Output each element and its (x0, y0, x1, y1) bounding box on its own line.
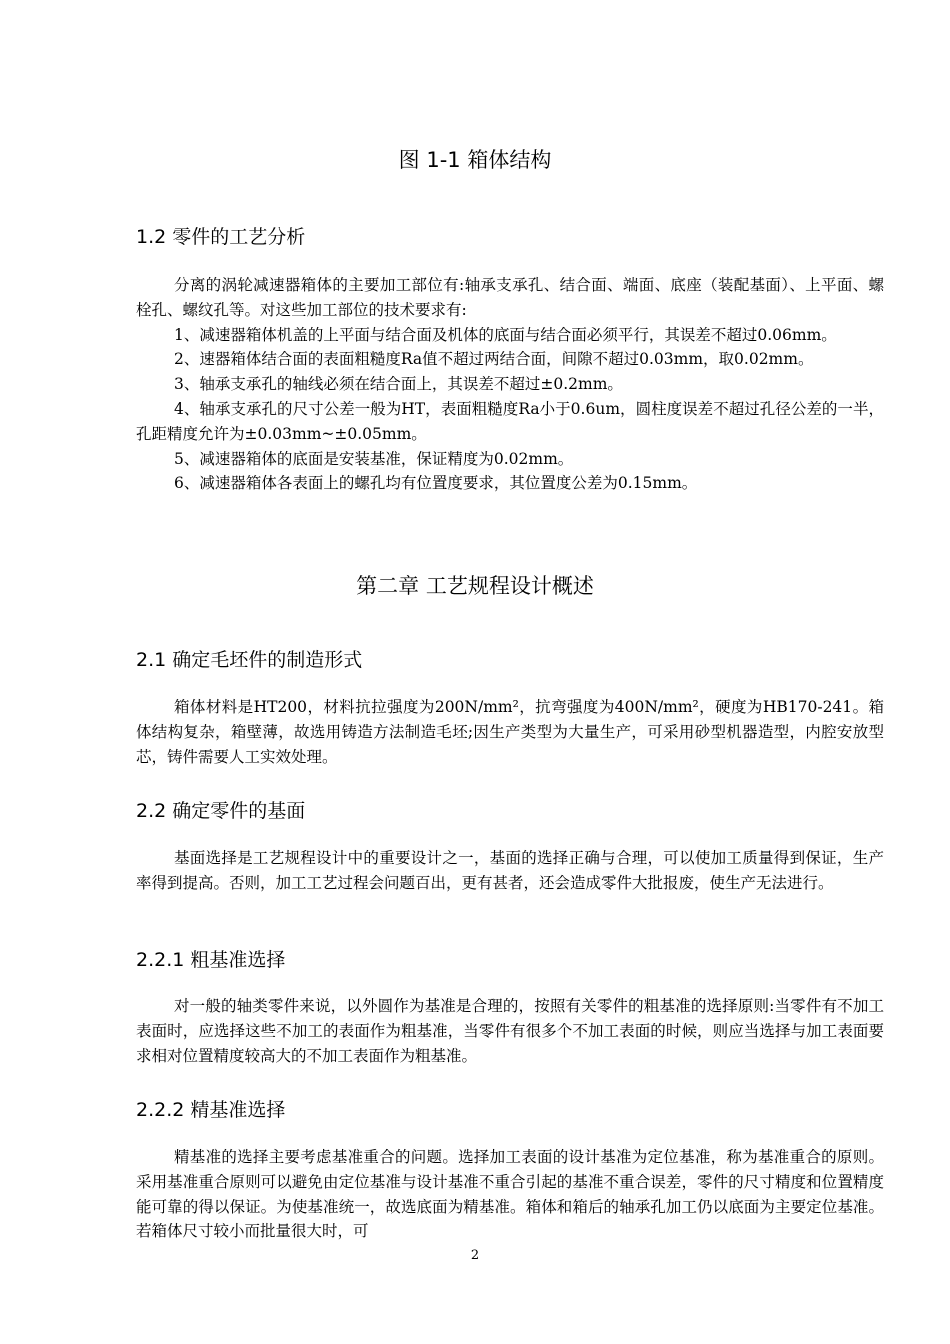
section-body-1-2 (136, 273, 884, 496)
paragraph: 3、轴承支承孔的轴线必须在结合面上，其误差不超过±0.2mm。 (174, 375, 623, 394)
paragraph: 箱体材料是HT200，材料抗拉强度为200N/mm²，抗弯强度为400N/mm²，硬度为HB170-241。箱体结构复杂，箱壁薄，故选用铸造方法制造毛坯;因生产类型为大量生产，可采用砂型机器造型，内腔安放型芯，铸件需要人工实效处理。 (136, 698, 884, 766)
paragraph: 4、轴承支承孔的尺寸公差一般为HT，表面粗糙度Ra小于0.6um，圆柱度误差不超过孔径公差的一半，孔距精度允许为±0.03mm~±0.05mm。 (136, 399, 884, 443)
paragraph: 对一般的轴类零件来说，以外圆作为基准是合理的，按照有关零件的粗基准的选择原则:当零件有不加工表面时，应选择这些不加工的表面作为粗基准，当零件有很多个不加工表面的时候，则应当选择与加工表面要求相对位置精度较高大的不加工表面作为粗基准。 (136, 997, 884, 1065)
paragraph: 5、减速器箱体的底面是安装基准，保证精度为0.02mm。 (174, 449, 574, 468)
paragraph: 精基准的选择主要考虑基准重合的问题。选择加工表面的设计基准为定位基准，称为基准重合的原则。采用基准重合原则可以避免由定位基准与设计基准不重合引起的基准不重合误差，零件的尺寸精度和位置精度能可靠的得以保证。为使基准统一，故选底面为精基准。箱体和箱后的轴承孔加工仍以底面为主要定位基准。若箱体尺寸较小而批量很大时，可 (136, 1148, 884, 1241)
section-heading-2-2: 2.2 确定零件的基面 (136, 800, 306, 822)
paragraph: 2、速器箱体结合面的表面粗糙度Ra值不超过两结合面，间隙不超过0.03mm，取0.02mm。 (174, 350, 814, 369)
page-number: 2 (470, 1248, 480, 1263)
section-heading-1-2: 1.2 零件的工艺分析 (136, 226, 306, 248)
section-body-2-2-2 (136, 1145, 884, 1244)
section-heading-2-2-1: 2.2.1 粗基准选择 (136, 949, 286, 971)
chapter-title: 第二章 工艺规程设计概述 (356, 574, 594, 598)
figure-caption: 图 1-1 箱体结构 (398, 148, 552, 172)
section-body-2-2 (136, 846, 884, 896)
section-body-2-1 (136, 695, 884, 769)
paragraph: 1、减速器箱体机盖的上平面与结合面及机体的底面与结合面必须平行，其误差不超过0.06mm。 (174, 325, 837, 344)
section-heading-2-1: 2.1 确定毛坯件的制造形式 (136, 649, 363, 671)
paragraph: 6、减速器箱体各表面上的螺孔均有位置度要求，其位置度公差为0.15mm。 (174, 474, 698, 493)
section-heading-2-2-2: 2.2.2 精基准选择 (136, 1099, 286, 1121)
paragraph: 基面选择是工艺规程设计中的重要设计之一，基面的选择正确与合理，可以使加工质量得到保证，生产率得到提高。否则，加工工艺过程会问题百出，更有甚者，还会造成零件大批报废，使生产无法进行。 (136, 849, 884, 892)
paragraph: 分离的涡轮减速器箱体的主要加工部位有:轴承支承孔、结合面、端面、底座（装配基面）、上平面、螺栓孔、螺纹孔等。对这些加工部位的技术要求有: (136, 276, 884, 319)
section-body-2-2-1 (136, 994, 884, 1068)
